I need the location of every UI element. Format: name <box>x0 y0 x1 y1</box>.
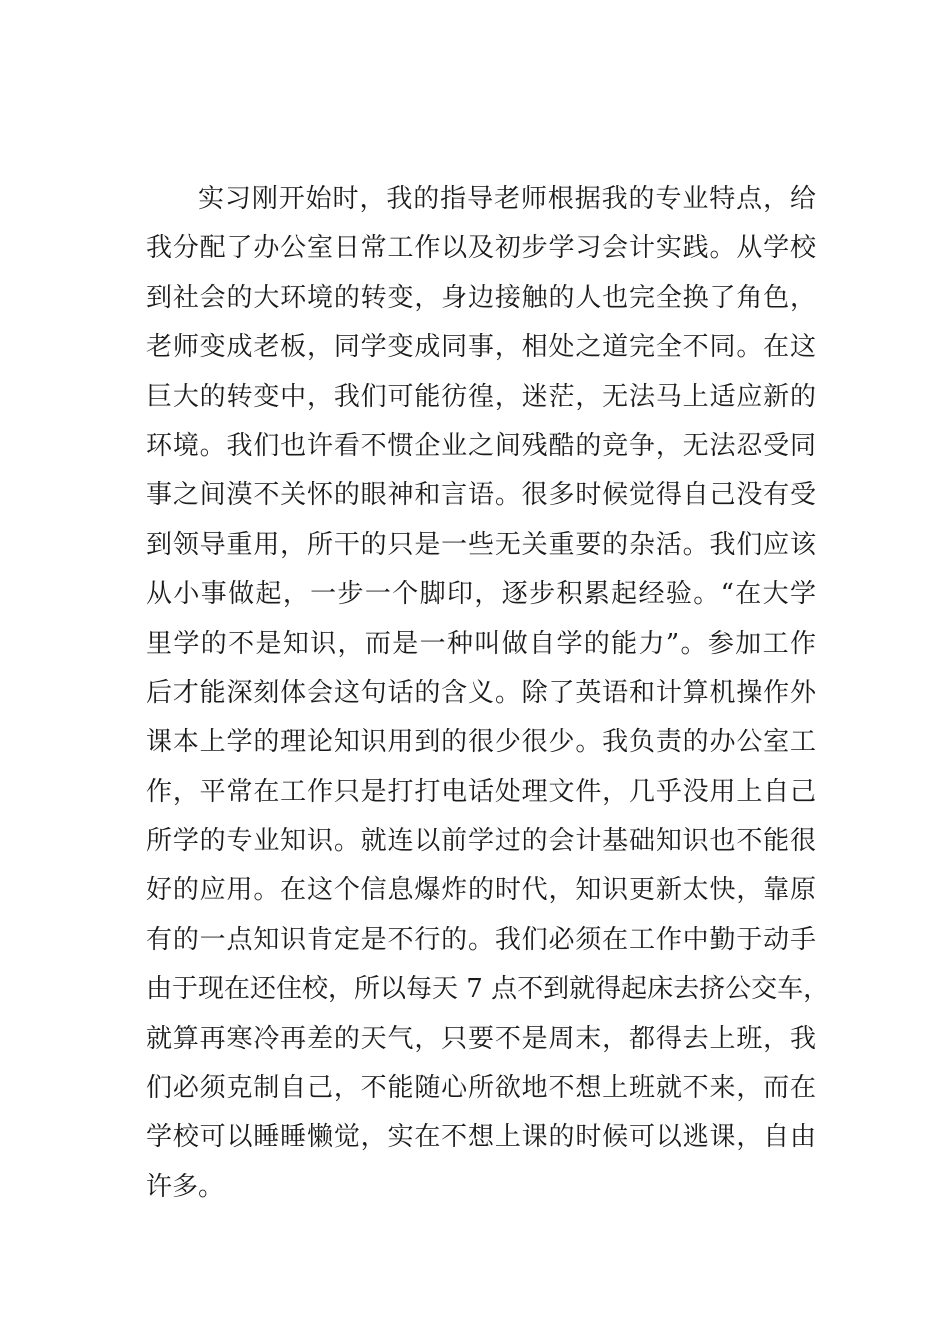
text-line: 里学的不是知识，而是一种叫做自学的能力”。参加工作 <box>146 628 816 659</box>
text-line: 巨大的转变中，我们可能彷徨，迷茫，无法马上适应新的 <box>146 381 816 412</box>
body-paragraph <box>146 175 830 1212</box>
text-line: 环境。我们也许看不惯企业之间残酷的竞争，无法忍受同 <box>146 430 816 461</box>
text-line: 到社会的大环境的转变，身边接触的人也完全换了角色， <box>146 282 816 313</box>
text-line: 事之间漠不关怀的眼神和言语。很多时候觉得自己没有受 <box>146 480 816 511</box>
text-line: 实习刚开始时，我的指导老师根据我的专业特点，给 <box>198 184 816 214</box>
text-line: 学校可以睡睡懒觉，实在不想上课的时候可以逃课，自由 <box>146 1122 816 1153</box>
text-line: 课本上学的理论知识用到的很少很少。我负责的办公室工 <box>146 727 816 758</box>
text-line: 由于现在还住校，所以每天 7 点不到就得起床去挤公交车， <box>146 974 830 1005</box>
text-line: 老师变成老板，同学变成同事，相处之道完全不同。在这 <box>146 332 816 363</box>
text-line: 后才能深刻体会这句话的含义。除了英语和计算机操作外 <box>146 677 816 708</box>
text-line: 有的一点知识肯定是不行的。我们必须在工作中勤于动手 <box>146 924 816 955</box>
text-line: 好的应用。在这个信息爆炸的时代，知识更新太快，靠原 <box>146 875 816 906</box>
text-line: 从小事做起，一步一个脚印，逐步积累起经验。“在大学 <box>146 579 816 610</box>
text-line: 到领导重用，所干的只是一些无关重要的杂活。我们应该 <box>146 529 816 560</box>
text-line: 许多。 <box>146 1171 225 1202</box>
text-line: 就算再寒冷再差的天气，只要不是周末，都得去上班，我 <box>146 1023 816 1054</box>
text-line: 我分配了办公室日常工作以及初步学习会计实践。从学校 <box>146 233 816 264</box>
text-line: 作，平常在工作只是打打电话处理文件，几乎没用上自己 <box>146 776 816 807</box>
text-line: 所学的专业知识。就连以前学过的会计基础知识也不能很 <box>146 826 816 857</box>
text-line: 们必须克制自己，不能随心所欲地不想上班就不来，而在 <box>146 1073 816 1104</box>
